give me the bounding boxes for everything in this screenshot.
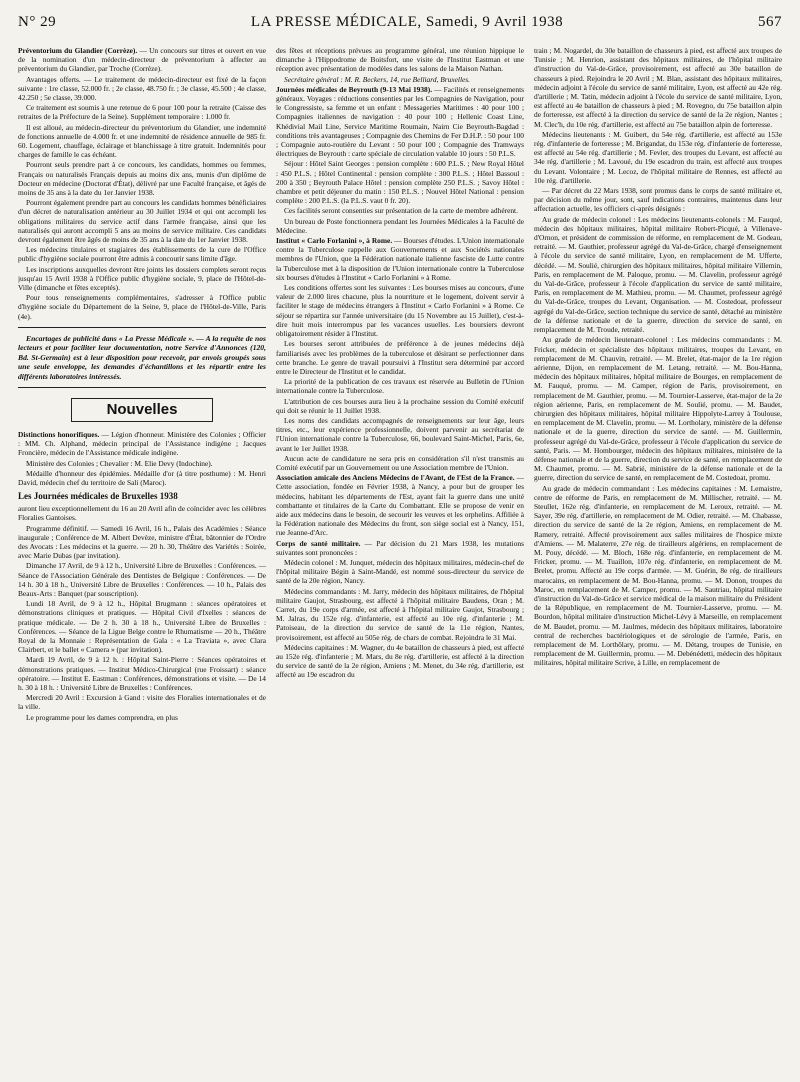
page-number: 567 [757,14,782,30]
divider [18,387,266,388]
paragraph: des fêtes et réceptions prévues au programme général, une réunion hippique le dimanche à l'Hippodrome de Boitsfort, une visite de l'Institut Eastman et une réception avec présentation de modèles dans les salons de la Maison Nathan. [276,46,524,74]
paragraph: train ; M. Nogardel, du 30e bataillon de chasseurs à pied, est affecté aux troupes de Tunisie ; M. Henrion, assistant des hôpitaux militaires, de l'hôpital militaire d'instruction du Val-de-Grâce, provisoirement, est affecté au 30e bataillon de chasseurs à pied. Rejoindra le 20 Avril ; M. Blan, assistant des hôpitaux militaires, médecin adjoint à l'école du service de santé militaire, Lyon, est affecté au 42e rég. d'artillerie ; M. Tatin, médecin adjoint à l'école du service de santé militaire, Lyon, est affecté au 4e bataillon de chasseurs à pied ; M. Rovegno, du 75e bataillon alpin de forteresse, est affecté à la direction du service de santé de la 2e région, Nantes ; M. Clec'h, du 10e rég. d'artillerie, est affecté au 75e bataillon alpin de forteresse. [534,46,782,129]
paragraph: Pourront également prendre part au concours les candidats hommes bénéficiaires d'un décret de naturalisation antérieur au 30 Juillet 1934 et qui ont accompli les obligations militaires du service actif dans l'armée française, ainsi que les naturalisés qui auront accompli 5 ans au moins de service militaire. Ces candidats devront également être âgés de moins de 35 ans à la date du 1er Janvier 1938. [18,198,266,245]
journal-title: LA PRESSE MÉDICALE, Samedi, 9 Avril 1938 [250,14,564,30]
paragraph: — Cette association, fondée en Février 1938, à Nancy, a pour but de grouper les médecins, habitant les départements de l'Est, ayant fait la guerre dans une unité combattante et titulaires de la Carte du Combattant. Elle se propose de venir en aide aux médecins dans le besoin, de secourir les veuves et les orphelins. Affiliée à la Fédération nationale des Médecins du front, son siège social est à Nancy, 151, rue Jeanne-d'Arc. [276,473,524,538]
paragraph: Secrétaire général : M. R. Beckers, 14, rue Belliard, Bruxelles. [284,74,471,84]
paragraph: Ces facilités seront consenties sur présentation de la carte de membre adhérent. [284,206,518,216]
paragraph: Les conditions offertes sont les suivantes : Les bourses mises au concours, d'une valeur de 2.000 lires chacune, plus la nourriture et le logement, doivent servir à faciliter le stage de médecins étrangers à l'Institut « Carlo Forlanini » à Rome. Ce séjour se répartira sur l'année universitaire (du 15 Novembre au 15 Juillet), c'est-à-dire huit mois interrompus par les vacances usuelles. Les boursiers devront obligatoirement résider à l'Institut. [276,283,524,339]
heading-bruxelles: Les Journées médicales de Bruxelles 1938 [18,491,178,502]
paragraph: Séjour : Hôtel Saint Georges : pension complète : 600 P.L.S. ; New Royal Hôtel : 450 P.L.S. ; Hôtel Continental : pension complète : 300 P.L.S. ; Hôtel Bassoul : 200 à 350 ; Beyrouth Palace Hôtel : pension complète 250 P.L.S. ; Savoy Hôtel : chambre et petit déjeuner du matin : 150 P.L.S. ; Nouvel Hôtel National : pension complète : 200 P.L.S. (la P.L.S. vaut 0 fr. 20). [276,159,524,206]
paragraph: Aucun acte de candidature ne sera pris en considération s'il n'est transmis au Comité exécutif par un Gouvernement ou une Association membre de l'Union. [276,453,524,472]
paragraph: Les bourses seront attribuées de préférence à de jeunes médecins déjà familiarisés avec les problèmes de la tuberculose et désirant se perfectionner dans cette branche. Le genre de travail poursuivi à l'Institut sera déterminé par accord entre le Directeur de l'Institut et le candidat. [276,339,524,376]
paragraph: Les médecins titulaires et stagiaires des établissements de la cure de l'Office public d'hygiène sociale pourront être admis à concourir sans limite d'âge. [18,245,266,264]
paragraph: Médecins commandants : M. Jarry, médecin des hôpitaux militaires, de l'hôpital militaire Gaujot, Strasbourg, est affecté à l'hôpital militaire Baudens, Oran ; M. Carret, du 19e corps d'armée, est affecté à l'hôpital militaire Gaujot, Strasbourg ; M. Jalras, du 152e rég. d'infanterie, est affecté au 10e rég. d'infanterie ; M. Patoiseau, de la direction du service de santé de la 11e région, Nantes, provisoirement, est affecté au 505e rég. de chars de combat. Rejoindra le 31 Mai. [276,586,524,642]
paragraph: Au grade de médecin colonel : Les médecins lieutenants-colonels : M. Fauqué, médecin des hôpitaux militaires, hôpital militaire Robert-Picqué, à Villenave-d'Ornon, et président de commission de réforme, en remplacement de M. Godeau, retraité. — M. Gauthier, professeur agrégé du Val-de-Grâce, chargé d'enseignement à l'école du service de santé militaire, Lyon, en remplacement de M. Ufferte, décédé. — M. Soulié, chirurgien des hôpitaux militaires, hôpital militaire Villemin, Paris, en remplacement de M. Paloque, promu. — M. Clavelin, professeur agrégé du Val-de-Grâce, professeur à l'école d'application du service de santé militaire, Paris, en remplacement de M. Mathieu, promu. — M. Chaumet, professeur agrégé du Val-de-Grâce, troupes du Levant, Organisation. — M. Costedoat, professeur agrégé du Val-de-Grâce, section technique du service de santé, détaché au ministère de la défense nationale et de la guerre, direction du service de santé, en remplacement de M. Troude, retraité. [534,214,782,335]
heading-association: Association amicale des Anciens Médecins de l'Avant, de l'Est de la France. [276,473,515,483]
heading-forlanini: Institut « Carlo Forlanini », à Rome. [276,236,393,246]
paragraph: Au grade de médecin commandant : Les médecins capitaines : M. Lemaistre, centre de réforme de Paris, en remplacement de M. Millischer, retraité. — M. Steullet, 162e rég. d'infanterie, en remplacement de M. Leroux, retraité. — M. Sayer, 39e rég. d'artillerie, en remplacement de M. Odier, retraité. — M. Chabasse, direction du service de santé de la 2e région, Amiens, en remplacement de M. Ramery, retraité. Affecté provisoirement aux salles militaires de l'hospice mixte d'Amiens. — M. Malaterre, 27e rég. de tirailleurs algériens, en remplacement de M. Pouy, décédé. — M. Bloch, 168e rég. d'infanterie, en remplacement de M. Fricker, promu. — M. Tuaillon, 107e rég. d'infanterie, en remplacement de M. Brelet, promu. Affecté au 19e corps d'armée. — M. Guérin, 8e rég. de tirailleurs marocains, en remplacement de M. Bou-Hanna, promu. — M. Donon, troupes du Maroc, en remplacement de M. Camper, promu. — M. Sautriau, hôpital militaire d'instruction du Val-de-Grâce et service médical de la maison militaire du Président de la République, en remplacement de M. Tournier-Lasserve, promu. — M. Bourdon, hôpital militaire d'instruction Michel-Lévy à Marseille, en remplacement de M. Baudet, promu. — M. Jaulmes, médecin des hôpitaux militaires, laboratoire central de recherches bactériologiques et de sérologie de l'armée, Paris, en remplacement de M. Lorthôlary, promu. — M. Détang, troupes de Tunisie, en remplacement de M. Guillermin, promu. — M. Debénédetti, médecin des hôpitaux militaires, hôpital militaire Scrive, à Lille, en remplacement de [534,483,782,668]
paragraph: Avantages offerts. — Le traitement de médecin-directeur est fixé de la façon suivante : 1re classe, 52.000 fr. ; 2e classe, 48.750 fr. ; 3e classe, 45.500 ; 4e classe, 42.250 ; 5e classe, 39.000. [18,74,266,103]
paragraph: Au grade de médecin lieutenant-colonel : Les médecins commandants : M. Fricker, médecin et spécialiste des hôpitaux militaires, troupes du Levant, en remplacement de M. Chauvin, retraité. — M. Brelet, état-major de la 1re région aérienne, Dijon, en remplacement de M. Letang, retraité. — M. Bou-Hanna, médecin des hôpitaux militaires, hôpital militaire de Bourges, en remplacement de M. Fauqué, promu. — M. Camper, région de Paris, provisoirement, en remplacement de M. Gauthier, promu. — M. Tournier-Lasserve, état-major de la 2e région aérienne, Paris, en remplacement de M. Soulié, promu. — M. Baudet, chirurgien des hôpitaux militaires, hôpital militaire Hippolyte-Larrey à Toulouse, en remplacement de M. Clavelin, promu. — M. Lortholary, ministère de la défense nationale et de la guerre, direction du service de santé. — M. Guillermin, professeur agrégé du Val-de-Grâce, professeur à l'école d'application du service de santé, Paris. — M. Hombourger, médecin des hôpitaux militaires, ministère de la défense nationale et de la guerre, direction du service de santé, en remplacement de M. Chaumet, promu. — M. Sabrié, ministère de la défense nationale et de la guerre, direction du service de santé, en remplacement de M. Costedoat, promu. [534,335,782,483]
paragraph: Les inscriptions auxquelles devront être joints les dossiers complets seront reçus jusqu'au 15 Avril 1938 à l'Office public d'hygiène sociale, 9, place de l'Hôtel-de-Ville (dimanche et fêtes exceptés). [18,264,266,293]
paragraph: Mardi 19 Avril, de 9 à 12 h. : Hôpital Saint-Pierre : Séances opératoires et démonstrations pratiques. — Institut Médico-Chirurgical (rue Froissart) : séance opératoire. — Institut E. Eastman : Conférences, démonstrations et visite. — De 14 h. 30 à 18 h. : Université Libre de Bruxelles : Conférences. [18,655,266,692]
heading-beyrouth: Journées médicales de Beyrouth (9-13 Mai 1938). [276,84,433,94]
paragraph: Pour tous renseignements complémentaires, s'adresser à l'Office public d'hygiène sociale du Département de la Seine, 9, place de l'Hôtel-de-Ville, Paris (4e). [18,293,266,321]
heading-distinctions: Distinctions honorifiques. [18,429,100,439]
paragraph: — Bourses d'études. L'Union internationale contre la Tuberculose rappelle aux Gouvernements et aux Sociétés nationales membres de l'Union, que la Fédération nationale italienne fasciste de Lutte contre la Tuberculose met à la disposition de l'Union internationale contre la Tuberculose six bourses d'études à l'Institut « Carlo Forlanini » à Rome. [276,236,524,282]
column-3 [534,46,782,1078]
paragraph: — Un concours sur titres et ouvert en vue de la nomination d'un médecin-directeur de préventorium à affecter au préventorium du Glandier, par Troche (Corrèze). [18,46,266,74]
paragraph: Ministère des Colonies ; Chevalier : M. Elie Devy (Indochine). [26,458,213,468]
paragraph: Médecin colonel : M. Junquet, médecin des hôpitaux militaires, médecin-chef de l'hôpital militaire Bégin à Saint-Mandé, est nommé sous-directeur du service de santé de la 20e région, Nancy. [276,557,524,586]
column-1 [18,46,266,1078]
paragraph: auront lieu exceptionnellement du 16 au 20 Avril afin de coïncider avec les célèbres Floralies Gantoises. [18,504,266,523]
paragraph: Médecins lieutenants : M. Guibert, du 54e rég. d'artillerie, est affecté au 153e rég. d'infanterie de forteresse ; M. Brigandat, du 153e rég. d'infanterie de forteresse, est affecté au 54e rég. d'artillerie ; M. Fevler, des troupes du Levant, est affecté au 34e rég. d'artillerie ; M. Lavoué, du 19e escadron du train, est affecté aux troupes du Levant. Volontaire ; M. Lecoz, de l'hôpital militaire de Rennes, est affecté au 10e rég. d'artillerie. [534,129,782,185]
heading-corps-sante: Corps de santé militaire. [276,538,361,548]
paragraph: — Par décret du 22 Mars 1938, sont promus dans le corps de santé militaire et, par décision du même jour, sont, sauf indications contraires, maintenus dans leur affectation actuelle, les officiers ci-après désignés : [534,186,782,214]
page-header [18,0,782,42]
paragraph: Mercredi 20 Avril : Excursion à Gand : visite des Floralies internationales et de la ville. [18,693,266,712]
paragraph: La priorité de la publication de ces travaux est réservée au Bulletin de l'Union internationale contre la Tuberculose. [276,377,524,396]
paragraph: Les noms des candidats accompagnés de renseignements sur leur âge, leurs titres, etc., leur expérience professionnelle, doivent parvenir au secrétariat de l'Union internationale contre la Tuberculose, 66, boulevard Saint-Michel, Paris, 6e, avant le 1er Juillet 1938. [276,415,524,453]
advertising-notice: Encartages de publicité dans « La Presse Médicale ». — A la requête de nos lecteurs et pour faciliter leur documentation, notre Service d'Annonces (120, Bd. St-Germain) est à leur disposition pour recevoir, par envois groupés sous une seule enveloppe, les demandes d'échantillons et les répartir entre les différents laboratoires intéressés. [18,333,266,381]
column-2 [276,46,524,1078]
section-title-nouvelles: Nouvelles [71,398,213,422]
divider [18,327,266,328]
issue-number: N° 29 [18,14,57,30]
paragraph: Le programme pour les dames comprendra, en plus [26,712,178,722]
paragraph: Médecins capitaines : M. Wagner, du 4e bataillon de chasseurs à pied, est affecté au 152e rég. d'infanterie ; M. Mars, du 8e rég. d'artillerie, est affecté à la direction du service de santé de la 2e région, Amiens ; M. Menet, du 34e rég. d'artillerie, est affecté au 19e escadron du [276,642,524,680]
paragraph: — Facilités et renseignements généraux. Voyages : réductions consenties par les Compagnies de Navigation, pour le Congressiste, sa femme et un enfant : Messageries Maritimes : 40 pour 100 ; Compagnies italiennes de navigation : 40 pour 100 ; Hellenic Coast Line, Khédivial Mail Line, Service Maritime Roumain, Nairn Cie Beyrouth-Bagdad : conditions très avantageuses ; Compagnie des Chemins de Fer D.H.P. : 50 pour 100 ; Compagnie auto-routière du Levant : 50 pour 100 ; Compagnie des Tramways électriques de Beyrouth : carte spéciale de circulation valable 10 jours : 50 P.L.S. [276,84,524,159]
paragraph: — Par décision du 21 Mars 1938, les mutations suivantes sont prononcées : [276,538,524,557]
paragraph: Lundi 18 Avril, de 9 à 12 h., Hôpital Brugmann : séances opératoires et démonstrations cliniques et pratiques. — Hôpital Civil d'Ixelles : séances de pratique médicale. — De 2 h. 30 à 18 h., Université Libre de Bruxelles : Conférences. — Séance de la Ligue Belge contre le Rhumatisme — 20 h., Théâtre Royal de la Monnaie : Représentation de Gala : « La Traviata », avec Clara Clairbert, et le ballet « Camera » (par invitation). [18,599,266,655]
article-columns [18,46,782,1078]
paragraph: L'attribution de ces bourses aura lieu à la prochaine session du Comité exécutif qui doit se réunir le 11 Juillet 1938. [276,396,524,415]
heading-preventorium: Préventorium du Glandier (Corrèze). [18,46,138,55]
paragraph: Ce traitement est soumis à une retenue de 6 pour 100 pour la retraite (Caisse des retraites de la Préfecture de la Seine). Supplément temporaire : 1.000 fr. [18,103,266,122]
paragraph: — Légion d'honneur. Ministère des Colonies ; Officier : MM. Ch. Alphand, médecin principal de l'Assistance indigène ; Jacques Froncière, médecin de l'Assistance médicale indigène. [18,429,266,458]
paragraph: Programme définitif. — Samedi 16 Avril, 16 h., Palais des Académies : Séance inaugurale ; Conférence de M. Albert Devèze, ministre d'État, bâtonnier de l'Ordre des Avocats : Les médecins et la guerre. — 20 h. 30, Théâtre des Variétés : Soirée, avec Marie Dubas (par invitation). [18,523,266,561]
paragraph: Il est alloué, au médecin-directeur du préventorium du Glandier, une indemnité de fonctions annuelle de 4.000 fr. et une indemnité de résidence annuelle de 985 fr. 60. Logement, chauffage, éclairage et blanchissage à titre gratuit. Indemnités pour charges de famille le cas échéant. [18,122,266,160]
paragraph: Médaille d'honneur des épidémies. Médaille d'or (à titre posthume) : M. Henri David, médecin chef du territoire de Sali (Maroc). [18,468,266,487]
paragraph: Pourront seuls prendre part à ce concours, les candidats, hommes ou femmes, Français ou naturalisés Français depuis au moins dix ans, munis d'un diplôme de Docteur en médecine (Doctorat d'État), délivré par une Faculté française, et âgés de moins de 35 ans à la date du 1er Janvier 1938. [18,160,266,198]
paragraph: Dimanche 17 Avril, de 9 à 12 h., Université Libre de Bruxelles : Conférences. — Séance de l'Association Générale des Dentistes de Belgique : Conférences. — De 14 h. 30 à 18 h., Université Libre de Bruxelles : Conférences. — 10 h., Palais des Beaux-Arts : Banquet (par souscription). [18,561,266,598]
paragraph: Un bureau de Poste fonctionnera pendant les Journées Médicales à la Faculté de Médecine. [276,216,524,235]
